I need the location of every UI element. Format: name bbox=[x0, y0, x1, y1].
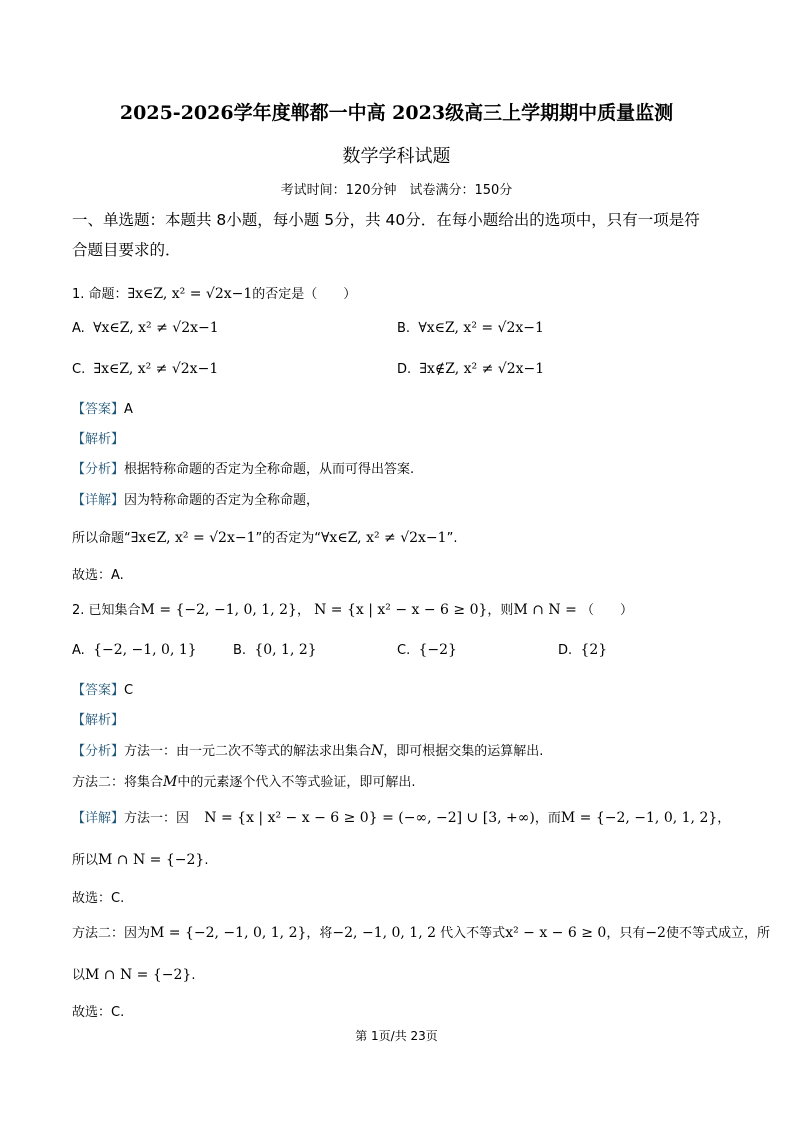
q1-xiangjie-text: 因为特称命题的否定为全称命题， bbox=[124, 493, 320, 508]
q1-conclusion-math2: ∀x∈Z, x² ≠ √2x−1 bbox=[320, 530, 447, 546]
q1-fenxi-tag: 【分析】 bbox=[72, 462, 125, 477]
q2-so bbox=[72, 849, 208, 868]
q2-analysis-tag: 【解析】 bbox=[72, 713, 125, 728]
q1-option-b-label: B. bbox=[397, 321, 411, 336]
q2-m2-ineq: x² − x − 6 ≥ 0 bbox=[505, 925, 607, 941]
q2-m2-m: M = {−2, −1, 0, 1, 2} bbox=[150, 925, 307, 941]
q2-m2-mid3: ，只有 bbox=[606, 926, 646, 941]
q2-xj-m: M = {−2, −1, 0, 1, 2} bbox=[560, 810, 718, 826]
q2-m2-mid: ，将 bbox=[306, 926, 333, 941]
q1-option-c-label: C. bbox=[72, 362, 86, 377]
q2-option-b-label: B. bbox=[233, 643, 247, 658]
q2-stem-then: ，则 bbox=[487, 603, 514, 618]
page-subtitle: 数学学科试题 bbox=[342, 146, 451, 167]
q1-option-b bbox=[397, 320, 544, 336]
q1-answer-tag: 【答案】 bbox=[72, 402, 125, 417]
q1-option-d bbox=[397, 361, 544, 377]
q1-conclusion-suffix: ”. bbox=[446, 531, 458, 546]
q2-m2-l2-math: M ∩ N = {−2} bbox=[85, 967, 192, 983]
q2-xj-end: ， bbox=[717, 811, 731, 826]
q1-stem-math: ∃x∈Z, x² = √2x−1 bbox=[127, 286, 253, 302]
q2-so-pre: 所以 bbox=[72, 853, 99, 868]
q2-m2-vals: −2, −1, 0, 1, 2 bbox=[332, 925, 437, 941]
q2-fenxi-pre: 方法一：由一元二次不等式的解法求出集合 bbox=[124, 744, 372, 759]
q2-stem-paren: （ ） bbox=[580, 603, 633, 618]
q2-fenxi-n: N bbox=[371, 743, 384, 759]
q1-option-a-label: A. bbox=[72, 321, 85, 336]
q2-so-end: . bbox=[204, 853, 209, 868]
q2-m2-l2-end: . bbox=[191, 968, 196, 983]
q2-option-c-text: {−2} bbox=[418, 642, 457, 658]
q1-xiangjie bbox=[72, 489, 319, 508]
q2-xj-pre: 方法一：因 bbox=[124, 811, 190, 826]
q2-method2-line2 bbox=[72, 964, 195, 983]
section-heading-line2: 合题目要求的． bbox=[72, 241, 181, 259]
q2-option-d-label: D. bbox=[558, 643, 573, 658]
q1-xiangjie-tag: 【详解】 bbox=[72, 493, 125, 508]
q2-option-c bbox=[397, 642, 457, 658]
q2-option-a bbox=[72, 642, 197, 658]
q2-xiangjie-tag: 【详解】 bbox=[72, 811, 125, 826]
q2-fenxi bbox=[72, 740, 543, 759]
q1-fenxi bbox=[72, 458, 414, 477]
q2-method2-m: M bbox=[163, 774, 178, 790]
q2-method2-hint bbox=[72, 771, 416, 790]
q2-option-d-text: {2} bbox=[580, 642, 608, 658]
q2-m2-l2-pre: 以 bbox=[72, 968, 86, 983]
q2-option-a-label: A. bbox=[72, 643, 85, 658]
q2-method2-post: 中的元素逐个代入不等式验证，即可解出. bbox=[177, 775, 416, 790]
q2-m2-end: 使不等式成立，所 bbox=[665, 926, 770, 941]
q1-option-d-label: D. bbox=[397, 362, 412, 377]
q1-option-b-text: ∀x∈Z, x² = √2x−1 bbox=[418, 320, 544, 336]
q1-option-a bbox=[72, 320, 219, 336]
q2-option-b-text: {0, 1, 2} bbox=[254, 642, 317, 658]
q1-option-a-text: ∀x∈Z, x² ≠ √2x−1 bbox=[93, 320, 219, 336]
q1-option-d-text: ∃x∉Z, x² ≠ √2x−1 bbox=[419, 361, 545, 377]
q2-method2-pre: 方法二：将集合 bbox=[72, 775, 164, 790]
q2-choose2: 故选：C. bbox=[72, 1005, 125, 1020]
q1-stem-suffix: 的否定是（ ） bbox=[252, 287, 357, 302]
q2-answer-value: C bbox=[124, 683, 134, 698]
q1-analysis-tag: 【解析】 bbox=[72, 432, 125, 447]
q1-stem-prefix: 1. 命题： bbox=[72, 287, 128, 302]
q2-choose1: 故选：C. bbox=[72, 891, 125, 906]
q2-stem-set-n: N = {x | x² − x − 6 ≥ 0} bbox=[314, 602, 488, 618]
page-footer: 第 1页/共 23页 bbox=[355, 1029, 438, 1043]
section-heading-line1: 一、单选题：本题共 8小题，每小题 5分，共 40分．在每小题给出的选项中，只有一项是符 bbox=[72, 211, 700, 229]
q2-answer bbox=[72, 679, 133, 698]
q2-stem-set-m: M = {−2, −1, 0, 1, 2} bbox=[140, 602, 297, 618]
q1-conclusion bbox=[72, 527, 457, 546]
q2-stem-sep: ， bbox=[296, 603, 310, 618]
q2-fenxi-post: ，即可根据交集的运算解出. bbox=[383, 744, 544, 759]
q2-stem-intersection: M ∩ N = bbox=[513, 602, 577, 618]
q1-conclusion-math1: ∃x∈Z, x² = √2x−1 bbox=[130, 530, 256, 546]
q2-option-b bbox=[233, 642, 317, 658]
q2-xj-mid: ，而 bbox=[534, 811, 561, 826]
q2-so-math: M ∩ N = {−2} bbox=[98, 852, 205, 868]
q2-method2-line1 bbox=[72, 922, 770, 941]
q2-option-c-label: C. bbox=[397, 643, 411, 658]
q2-m2-mid2: 代入不等式 bbox=[440, 926, 506, 941]
q1-answer bbox=[72, 398, 133, 417]
q2-xj-math: N = {x | x² − x − 6 ≥ 0} = (−∞, −2] ∪ [3, +∞) bbox=[204, 810, 535, 826]
q1-option-c-text: ∃x∈Z, x² ≠ √2x−1 bbox=[93, 361, 219, 377]
q1-fenxi-text: 根据特称命题的否定为全称命题，从而可得出答案. bbox=[124, 462, 415, 477]
q2-option-a-text: {−2, −1, 0, 1} bbox=[93, 642, 197, 658]
q1-choose: 故选：A. bbox=[72, 568, 124, 583]
q2-answer-tag: 【答案】 bbox=[72, 683, 125, 698]
q1-conclusion-mid: ”的否定为“ bbox=[255, 531, 321, 546]
q1-conclusion-prefix: 所以命题“ bbox=[72, 531, 131, 546]
q2-option-d bbox=[558, 642, 607, 658]
q1-option-c bbox=[72, 361, 218, 377]
q2-fenxi-tag: 【分析】 bbox=[72, 744, 125, 759]
q2-m2-pre: 方法二：因为 bbox=[72, 926, 151, 941]
q2-xiangjie bbox=[72, 807, 730, 826]
q2-m2-neg2: −2 bbox=[645, 925, 666, 941]
q2-stem bbox=[72, 599, 633, 618]
page-title: 2025-2026学年度郸都一中高 2023级高三上学期期中质量监测 bbox=[119, 102, 674, 124]
q2-stem-prefix: 2. 已知集合 bbox=[72, 603, 141, 618]
q1-answer-value: A bbox=[124, 402, 133, 417]
q1-stem bbox=[72, 283, 356, 302]
exam-info: 考试时间：120分钟 试卷满分：150分 bbox=[280, 183, 513, 198]
